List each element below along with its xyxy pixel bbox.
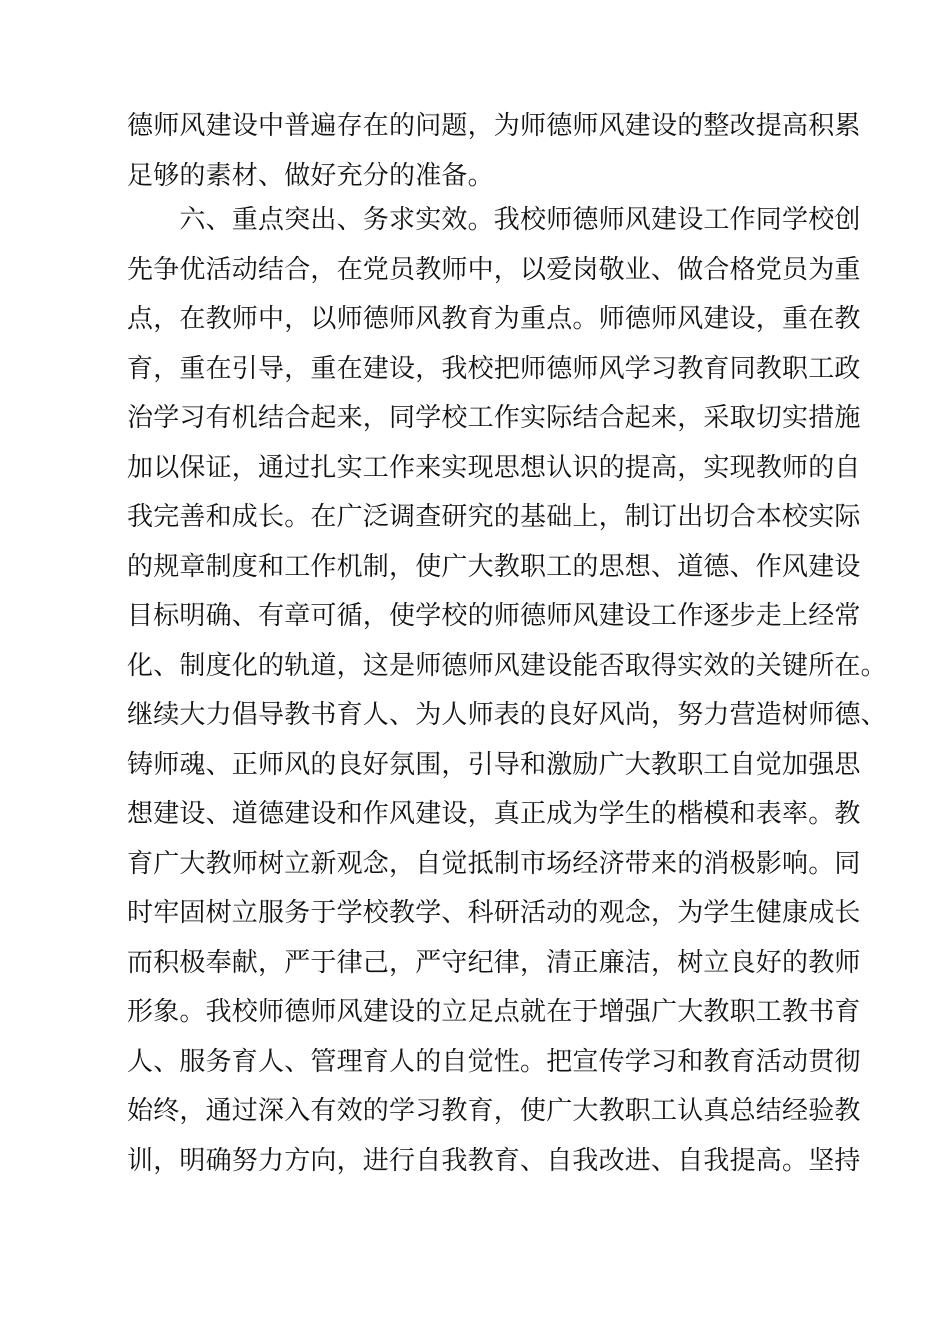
text-line: 加以保证，通过扎实工作来实现思想认识的提高，实现教师的自 (127, 452, 861, 483)
text-line: 继续大力倡导教书育人、为人师表的良好风尚，努力营造树师德、 (127, 700, 887, 730)
text-line: 德师风建设中普遍存在的问题，为师德师风建设的整改提高积累 (127, 111, 861, 141)
text-line: 目标明确、有章可循，使学校的师德师风建设工作逐步走上经常 (127, 601, 861, 631)
text-line: 足够的素材、做好充分的准备。 (127, 160, 494, 191)
text-line: 育广大教师树立新观念，自觉抵制市场经济带来的消极影响。同 (127, 848, 861, 879)
text-line: 人、服务育人、管理育人的自觉性。把宣传学习和教育活动贯彻 (127, 1046, 861, 1077)
text-line: 六、重点突出、务求实效。我校师德师风建设工作同学校创 (127, 205, 861, 235)
text-line: 点，在教师中，以师德师风教育为重点。师德师风建设，重在教 (127, 304, 861, 334)
text-line: 而积极奉献，严于律己，严守纪律，清正廉洁，树立良好的教师 (127, 947, 861, 978)
text-line: 治学习有机结合起来，同学校工作实际结合起来，采取切实措施 (127, 403, 861, 433)
text-line: 的规章制度和工作机制，使广大教职工的思想、道德、作风建设 (127, 551, 861, 582)
text-line: 想建设、道德建设和作风建设，真正成为学生的楷模和表率。教 (127, 799, 861, 829)
text-line: 形象。我校师德师风建设的立足点就在于增强广大教职工教书育 (127, 997, 861, 1027)
text-line: 始终，通过深入有效的学习教育，使广大教职工认真总结经验教 (127, 1096, 861, 1126)
text-line: 训，明确努力方向，进行自我教育、自我改进、自我提高。坚持 (127, 1145, 861, 1176)
text-line: 时牢固树立服务于学校教学、科研活动的观念，为学生健康成长 (127, 898, 861, 928)
paragraph-section-six (127, 196, 887, 1186)
text-line: 育，重在引导，重在建设，我校把师德师风学习教育同教职工政 (127, 353, 861, 384)
text-line: 我完善和成长。在广泛调查研究的基础上，制订出切合本校实际 (127, 502, 861, 532)
text-line: 化、制度化的轨道，这是师德师风建设能否取得实效的关键所在。 (127, 650, 887, 681)
text-line: 先争优活动结合，在党员教师中，以爱岗敬业、做合格党员为重 (127, 254, 861, 285)
text-line: 铸师魂、正师风的良好氛围，引导和激励广大教职工自觉加强思 (127, 749, 861, 780)
paragraph-continuation (127, 102, 861, 201)
